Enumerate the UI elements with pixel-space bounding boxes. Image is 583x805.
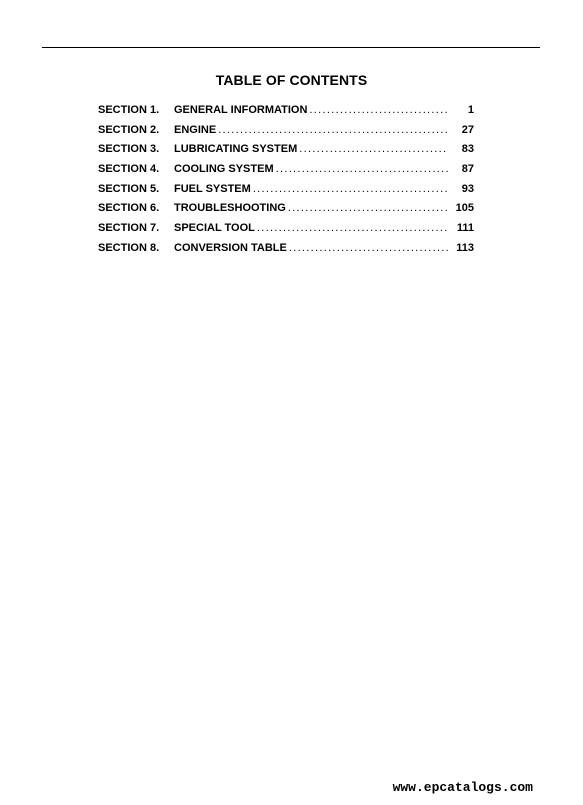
section-number: SECTION 8.	[98, 241, 160, 254]
page-number: 105	[455, 202, 474, 215]
section-number: SECTION 1.	[98, 104, 160, 116]
toc-entry[interactable]	[98, 124, 474, 144]
toc-entry[interactable]	[98, 104, 474, 124]
page-number: 113	[456, 241, 474, 254]
dot-leader	[253, 183, 448, 195]
toc-list	[98, 104, 474, 262]
dot-leader	[276, 163, 448, 175]
section-title: FUEL SYSTEM	[174, 182, 251, 195]
page-number: 1	[467, 104, 474, 116]
watermark-url: www.epcatalogs.com	[392, 780, 533, 795]
section-number: SECTION 3.	[98, 143, 160, 156]
section-number: SECTION 7.	[98, 222, 160, 235]
section-title: TROUBLESHOOTING	[174, 202, 286, 215]
toc-entry[interactable]	[98, 202, 474, 222]
section-title: COOLING SYSTEM	[174, 163, 274, 176]
dot-leader	[309, 104, 448, 116]
page-number: 93	[461, 182, 474, 195]
toc-entry[interactable]	[98, 143, 474, 163]
toc-entry[interactable]	[98, 222, 474, 242]
page-title: TABLE OF CONTENTS	[215, 72, 368, 88]
page-number: 83	[461, 143, 474, 156]
section-number: SECTION 2.	[98, 123, 160, 136]
toc-entry[interactable]	[98, 183, 474, 203]
dot-leader	[218, 124, 448, 136]
section-title: ENGINE	[174, 123, 217, 136]
page-number: 111	[456, 222, 474, 235]
header-rule	[42, 47, 540, 48]
section-title: CONVERSION TABLE	[174, 241, 287, 254]
section-number: SECTION 6.	[98, 202, 160, 215]
dot-leader	[257, 222, 448, 234]
section-number: SECTION 4.	[98, 163, 160, 176]
toc-entry[interactable]	[98, 163, 474, 183]
section-number: SECTION 5.	[98, 182, 160, 195]
section-title: GENERAL INFORMATION	[174, 104, 308, 116]
toc-entry[interactable]	[98, 242, 474, 262]
section-title: SPECIAL TOOL	[174, 222, 255, 235]
page-number: 27	[461, 123, 474, 136]
page-number: 87	[461, 163, 474, 176]
dot-leader	[289, 242, 448, 254]
dot-leader	[299, 143, 448, 155]
section-title: LUBRICATING SYSTEM	[174, 143, 298, 156]
dot-leader	[288, 202, 448, 214]
